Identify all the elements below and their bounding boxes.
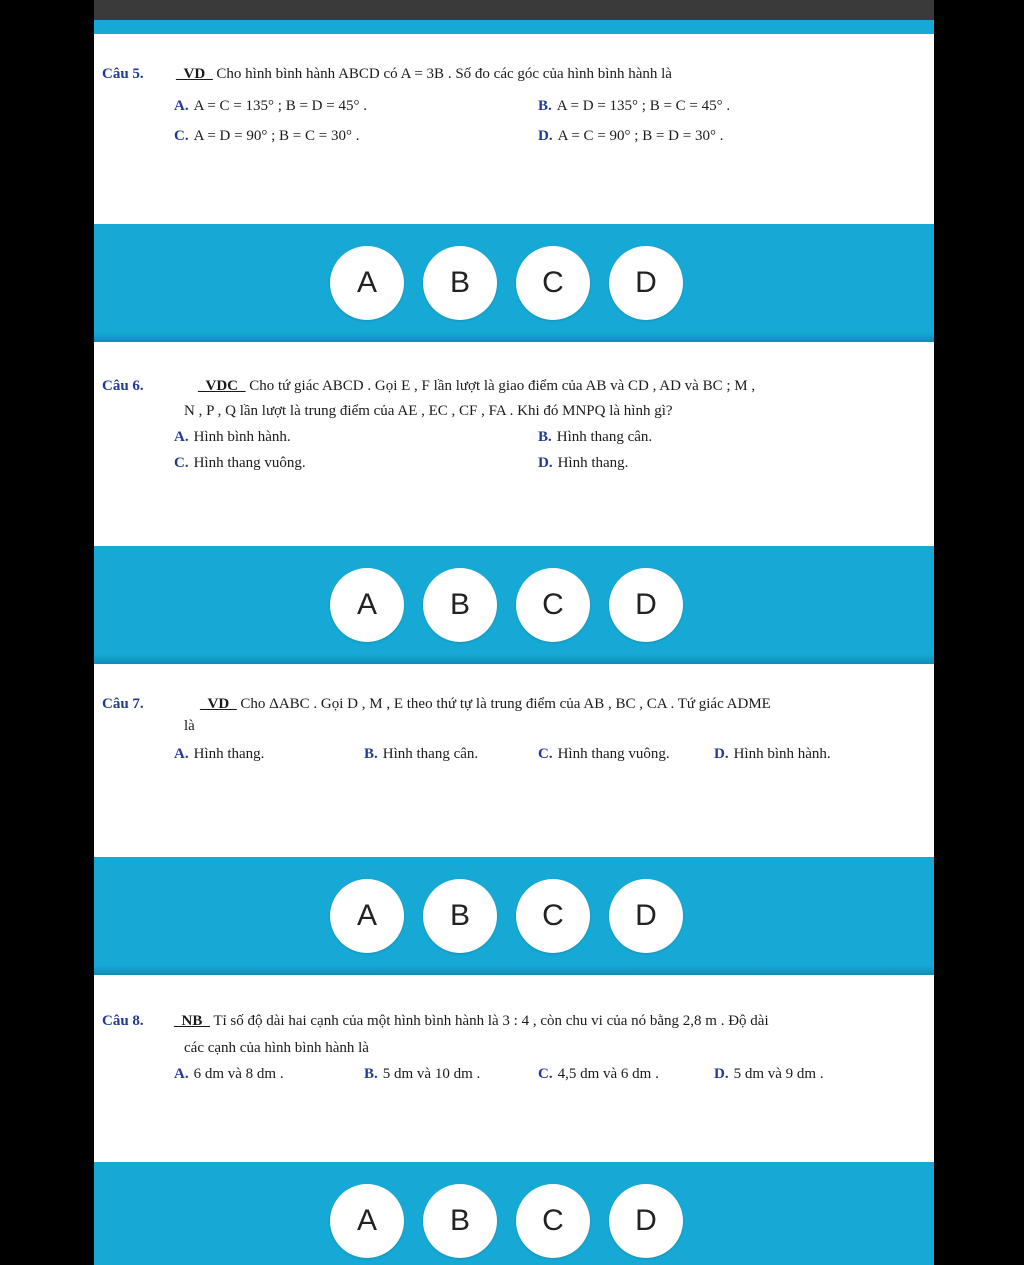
option-letter: B. <box>364 1066 378 1082</box>
answer-c-button[interactable]: C <box>516 568 590 642</box>
question-level: _NB_ <box>174 1013 210 1029</box>
option-text: Hình thang. <box>557 455 629 471</box>
answer-c-button[interactable]: C <box>516 879 590 953</box>
option-b <box>538 427 652 447</box>
answer-b-button[interactable]: B <box>423 246 497 320</box>
option-letter: A. <box>174 746 189 762</box>
option-d <box>714 744 831 764</box>
question-text <box>176 64 672 84</box>
option-text: Hình thang vuông. <box>557 746 670 762</box>
answer-d-button[interactable]: D <box>609 1184 683 1258</box>
option-text: A = D = 90° ; B = C = 30° . <box>193 128 360 144</box>
option-letter: C. <box>174 128 189 144</box>
question-number: Câu 7. <box>102 696 144 712</box>
answer-b-button[interactable]: B <box>423 1184 497 1258</box>
option-text: A = C = 90° ; B = D = 30° . <box>557 128 724 144</box>
band-shadow <box>94 654 934 664</box>
question-text-cont: là <box>184 718 195 734</box>
question-number: Câu 6. <box>102 378 144 394</box>
option-text: A = C = 135° ; B = D = 45° . <box>193 98 367 114</box>
question-level: _VDC_ <box>198 378 246 394</box>
option-letter: B. <box>364 746 378 762</box>
question-stem: Cho ΔABC . Gọi D , M , E theo thứ tự là trung điểm của AB , BC , CA . Tứ giác ADME <box>240 696 771 712</box>
option-text: A = D = 135° ; B = C = 45° . <box>556 98 731 114</box>
option-a <box>174 744 264 764</box>
band-shadow <box>94 965 934 975</box>
question-text <box>198 376 755 396</box>
option-c <box>174 453 306 473</box>
question-text-cont: các cạnh của hình bình hành là <box>184 1040 369 1056</box>
option-letter: D. <box>538 128 553 144</box>
option-text: Hình bình hành. <box>733 746 831 762</box>
answer-a-button[interactable]: A <box>330 568 404 642</box>
option-a <box>174 96 367 116</box>
option-letter: C. <box>538 746 553 762</box>
option-d <box>538 126 723 146</box>
answer-band-q5 <box>94 224 934 342</box>
option-c <box>538 744 670 764</box>
option-text: 5 dm và 9 dm . <box>733 1066 824 1082</box>
question-text-cont: N , P , Q lần lượt là trung điểm của AE , EC , CF , FA . Khi đó MNPQ là hình gì? <box>184 403 673 419</box>
question-text <box>200 694 771 714</box>
option-b <box>364 744 478 764</box>
top-answer-band-edge <box>94 20 934 34</box>
option-c <box>538 1064 659 1084</box>
option-d <box>714 1064 824 1084</box>
option-letter: A. <box>174 1066 189 1082</box>
option-text: 6 dm và 8 dm . <box>193 1066 284 1082</box>
answer-b-button[interactable]: B <box>423 568 497 642</box>
question-number: Câu 8. <box>102 1013 144 1029</box>
answer-b-button[interactable]: B <box>423 879 497 953</box>
top-bar <box>94 0 934 20</box>
question-level: _VD_ <box>176 66 213 82</box>
answer-band-q7 <box>94 857 934 975</box>
option-letter: A. <box>174 429 189 445</box>
option-c <box>174 126 359 146</box>
option-text: Hình thang cân. <box>382 746 479 762</box>
option-b <box>364 1064 480 1084</box>
option-text: Hình thang. <box>193 746 265 762</box>
answer-d-button[interactable]: D <box>609 879 683 953</box>
answer-d-button[interactable]: D <box>609 246 683 320</box>
option-letter: C. <box>538 1066 553 1082</box>
option-letter: D. <box>538 455 553 471</box>
answer-a-button[interactable]: A <box>330 246 404 320</box>
question-stem: Cho tứ giác ABCD . Gọi E , F lần lượt là giao điểm của AB và CD , AD và BC ; M , <box>249 378 756 394</box>
answer-c-button[interactable]: C <box>516 1184 590 1258</box>
option-text: 5 dm và 10 dm . <box>382 1066 481 1082</box>
question-stem: Cho hình bình hành ABCD có A = 3B . Số đo các góc của hình bình hành là <box>216 66 672 82</box>
option-a <box>174 1064 284 1084</box>
option-a <box>174 427 291 447</box>
option-letter: C. <box>174 455 189 471</box>
option-b <box>538 96 730 116</box>
option-d <box>538 453 628 473</box>
answer-a-button[interactable]: A <box>330 1184 404 1258</box>
option-letter: A. <box>174 98 189 114</box>
answer-band-q8 <box>94 1162 934 1265</box>
question-stem: Tỉ số độ dài hai cạnh của một hình bình hành là 3 : 4 , còn chu vi của nó bằng 2,8 m . Độ dài <box>213 1013 769 1029</box>
option-text: 4,5 dm và 6 dm . <box>557 1066 659 1082</box>
answer-a-button[interactable]: A <box>330 879 404 953</box>
option-text: Hình bình hành. <box>193 429 291 445</box>
question-number: Câu 5. <box>102 66 144 82</box>
answer-band-q6 <box>94 546 934 664</box>
question-level: _VD_ <box>200 696 237 712</box>
answer-c-button[interactable]: C <box>516 246 590 320</box>
quiz-page <box>94 0 934 1265</box>
option-letter: D. <box>714 1066 729 1082</box>
option-letter: B. <box>538 98 552 114</box>
option-text: Hình thang vuông. <box>193 455 306 471</box>
band-shadow <box>94 332 934 342</box>
option-letter: B. <box>538 429 552 445</box>
option-letter: D. <box>714 746 729 762</box>
question-text <box>174 1011 769 1031</box>
answer-d-button[interactable]: D <box>609 568 683 642</box>
option-text: Hình thang cân. <box>556 429 653 445</box>
